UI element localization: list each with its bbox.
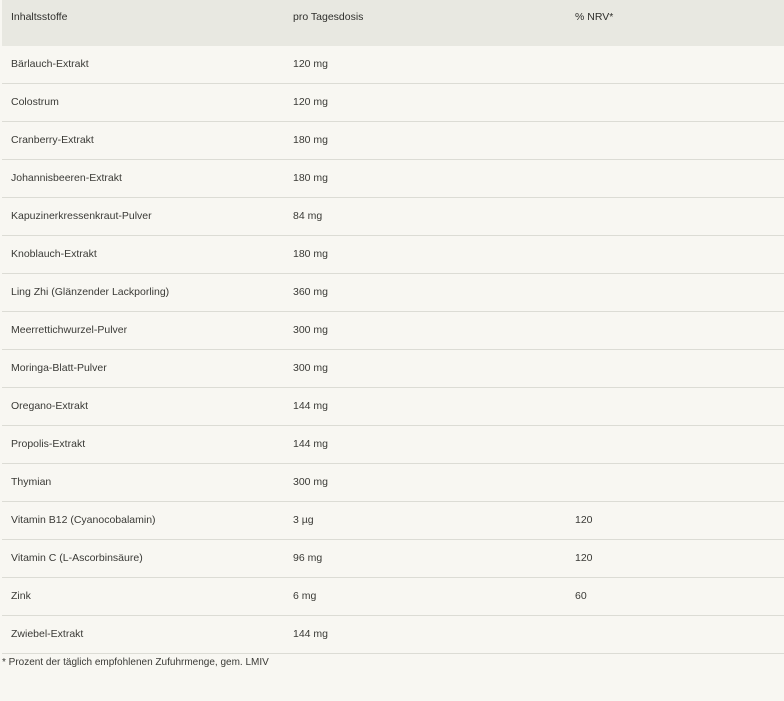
nrv-cell: 60 [575,590,587,603]
nrv-cell: 120 [575,514,593,527]
table-row [2,236,784,274]
ingredient-cell: Thymian [11,476,52,489]
nutrition-table [2,0,784,654]
dose-cell: 180 mg [293,248,329,261]
ingredient-cell: Oregano-Extrakt [11,400,89,413]
table-row [2,578,784,616]
ingredient-cell: Cranberry-Extrakt [11,134,94,147]
table-row [2,502,784,540]
dose-cell: 300 mg [293,362,329,375]
table-row [2,388,784,426]
dose-cell: 3 µg [293,514,314,527]
table-row [2,84,784,122]
ingredient-cell: Zwiebel-Extrakt [11,628,84,641]
table-row [2,312,784,350]
dose-cell: 120 mg [293,58,329,71]
ingredient-cell: Bärlauch-Extrakt [11,58,89,71]
dose-cell: 144 mg [293,438,329,451]
table-row [2,540,784,578]
dose-cell: 180 mg [293,172,329,185]
table-body [2,46,784,654]
table-row [2,464,784,502]
header-nrv: % NRV* [575,11,614,23]
table-header [2,0,784,46]
header-ingredients: Inhaltsstoffe [11,11,68,23]
table-row [2,160,784,198]
table-row [2,274,784,312]
dose-cell: 84 mg [293,210,323,223]
dose-cell: 300 mg [293,476,329,489]
ingredient-cell: Vitamin B12 (Cyanocobalamin) [11,514,156,527]
ingredient-cell: Ling Zhi (Glänzender Lackporling) [11,286,170,299]
dose-cell: 6 mg [293,590,317,603]
ingredient-cell: Moringa-Blatt-Pulver [11,362,107,375]
dose-cell: 180 mg [293,134,329,147]
ingredient-cell: Meerrettichwurzel-Pulver [11,324,128,337]
header-daily-dose: pro Tagesdosis [293,11,364,23]
table-row [2,426,784,464]
table-row [2,46,784,84]
ingredient-cell: Zink [11,590,31,603]
dose-cell: 144 mg [293,628,329,641]
footnote: * Prozent der täglich empfohlenen Zufuhrmenge, gem. LMIV [2,657,269,668]
ingredient-cell: Propolis-Extrakt [11,438,86,451]
ingredient-cell: Knoblauch-Extrakt [11,248,97,261]
ingredient-cell: Kapuzinerkressenkraut-Pulver [11,210,152,223]
dose-cell: 120 mg [293,96,329,109]
table-row [2,350,784,388]
dose-cell: 96 mg [293,552,323,565]
table-row [2,616,784,654]
dose-cell: 300 mg [293,324,329,337]
ingredient-cell: Colostrum [11,96,59,109]
nrv-cell: 120 [575,552,593,565]
table-row [2,122,784,160]
dose-cell: 360 mg [293,286,329,299]
table-row [2,198,784,236]
ingredient-cell: Johannisbeeren-Extrakt [11,172,122,185]
dose-cell: 144 mg [293,400,329,413]
ingredient-cell: Vitamin C (L-Ascorbinsäure) [11,552,143,565]
